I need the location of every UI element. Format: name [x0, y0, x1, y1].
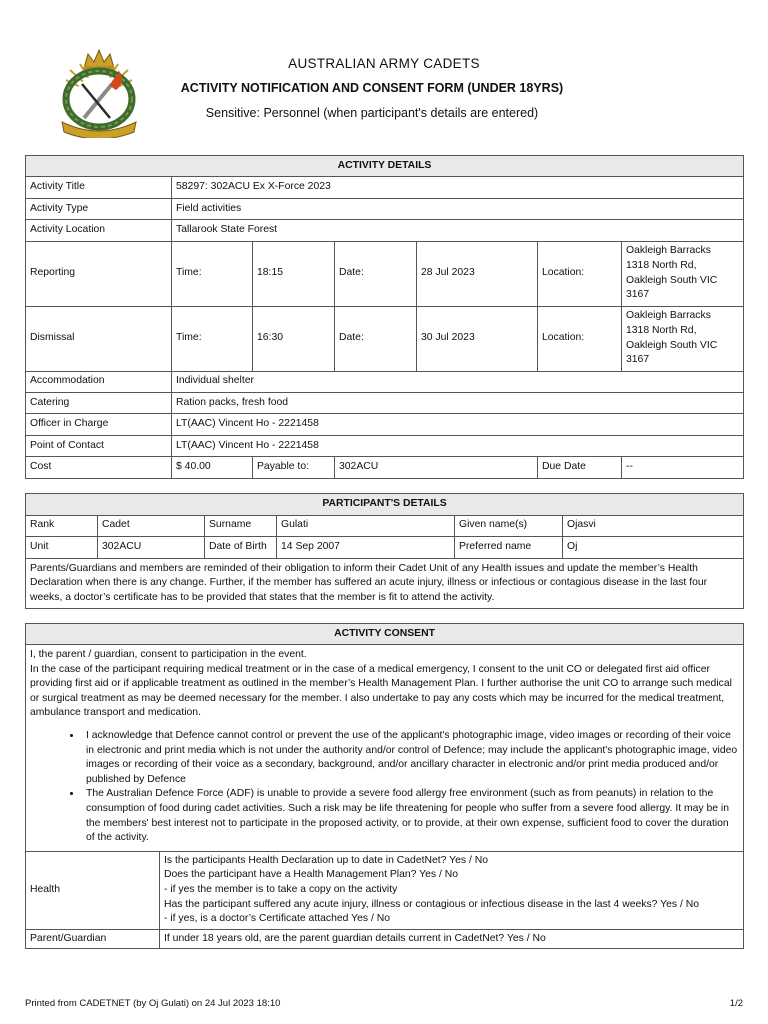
field-label: Point of Contact	[26, 435, 172, 456]
parent-guardian-label: Parent/Guardian	[26, 929, 160, 949]
table-row	[26, 929, 744, 949]
page-number: 1/2	[729, 998, 743, 1009]
field-label: Accommodation	[26, 371, 172, 392]
table-row	[26, 515, 744, 537]
table-row	[26, 414, 744, 435]
due-date-value: --	[622, 457, 744, 478]
form-title: ACTIVITY NOTIFICATION AND CONSENT FORM (UNDER 18YRS)	[180, 81, 564, 95]
form-header	[0, 0, 768, 150]
catering-value: Ration packs, fresh food	[172, 392, 744, 413]
table-row	[26, 558, 744, 609]
accommodation-value: Individual shelter	[172, 371, 744, 392]
field-label: Reporting	[26, 241, 172, 306]
health-questions	[160, 851, 744, 929]
field-label: Catering	[26, 392, 172, 413]
table-row	[26, 645, 744, 852]
field-label: Time:	[172, 241, 253, 306]
consent-statement	[26, 645, 744, 852]
reporting-time-value: 18:15	[253, 241, 335, 306]
cost-value: $ 40.00	[172, 457, 253, 478]
field-label: Preferred name	[455, 537, 563, 559]
health-question: Has the participant suffered any acute injury, illness or contagious or infectious disease in the last 4 weeks? Yes / No	[164, 898, 700, 910]
list-item: • I acknowledge that Defence cannot control or prevent the use of the applicant's photographic image, video images or recording of their voice in electronic and print media which is not under the authority and/or control of Defence; may include the applicant's photographic image, video images or recording of their voice as a secondary, background, and/or ancillary character in electronic and/or print media produced and/or published by Defence	[82, 729, 739, 787]
dismissal-time-value: 16:30	[253, 306, 335, 371]
consent-line: I, the parent / guardian, consent to participation in the event.	[30, 649, 307, 660]
table-row	[26, 371, 744, 392]
address-line: Oakleigh South VIC	[626, 339, 718, 351]
preferred-name-value: Oj	[563, 537, 744, 559]
field-label: Cost	[26, 457, 172, 478]
field-label: Location:	[538, 241, 622, 306]
field-label: Date:	[335, 241, 417, 306]
given-name-value: Ojasvi	[563, 515, 744, 537]
classification-text: Sensitive: Personnel (when participant's details are entered)	[205, 106, 539, 120]
date-of-birth-value: 14 Sep 2007	[277, 537, 455, 559]
dismissal-date-value: 30 Jul 2023	[417, 306, 538, 371]
field-label: Given name(s)	[455, 515, 563, 537]
guardian-question: If under 18 years old, are the parent guardian details current in CadetNet? Yes / No	[160, 929, 744, 949]
activity-title-value: 58297: 302ACU Ex X-Force 2023	[172, 177, 744, 198]
field-label: Dismissal	[26, 306, 172, 371]
address-line: 3167	[626, 354, 650, 366]
table-row	[26, 198, 744, 219]
table-row	[26, 241, 744, 306]
field-label: Activity Location	[26, 220, 172, 241]
table-row	[26, 435, 744, 456]
field-label: Rank	[26, 515, 98, 537]
table-row	[26, 177, 744, 198]
officer-in-charge-value: LT(AAC) Vincent Ho - 2221458	[172, 414, 744, 435]
rank-value: Cadet	[98, 515, 205, 537]
field-label: Date of Birth	[205, 537, 277, 559]
point-of-contact-value: LT(AAC) Vincent Ho - 2221458	[172, 435, 744, 456]
address-line: 1318 North Rd,	[626, 324, 697, 336]
field-label: Activity Type	[26, 198, 172, 219]
health-question: Is the participants Health Declaration up to date in CadetNet? Yes / No	[164, 854, 489, 866]
consent-paragraph: In the case of the participant requiring medical treatment or in the case of a medical emergency, I consent to the unit CO or delegated first aid officer providing first aid or if applicable treatment as outlined in the member’s Health Management Plan. I further authorise the unit CO to arrange such medical or surgical treatment as may be deemed necessary for the member. I also undertake to pay any costs which may be incurred for the medical treatment, ambulance transport and medication.	[30, 663, 732, 719]
table-row	[26, 392, 744, 413]
field-label: Officer in Charge	[26, 414, 172, 435]
participant-details-heading: PARTICIPANT'S DETAILS	[26, 494, 744, 516]
field-label: Payable to:	[253, 457, 335, 478]
field-label: Date:	[335, 306, 417, 371]
org-name: AUSTRALIAN ARMY CADETS	[288, 56, 480, 71]
field-label: Activity Title	[26, 177, 172, 198]
payable-to-value: 302ACU	[335, 457, 538, 478]
activity-type-value: Field activities	[172, 198, 744, 219]
health-label: Health	[26, 851, 160, 929]
dismissal-location-value	[622, 306, 744, 371]
address-line: Oakleigh Barracks	[626, 310, 711, 322]
health-question: - if yes the member is to take a copy on the activity	[164, 883, 398, 895]
table-row	[26, 220, 744, 241]
participant-details-table	[25, 493, 744, 609]
field-label: Location:	[538, 306, 622, 371]
table-row	[26, 457, 744, 478]
reporting-location-value	[622, 241, 744, 306]
table-row	[26, 306, 744, 371]
consent-bullet-list	[82, 729, 739, 846]
field-label: Time:	[172, 306, 253, 371]
address-line: Oakleigh South VIC	[626, 274, 718, 286]
table-row	[26, 537, 744, 559]
field-label: Due Date	[538, 457, 622, 478]
address-line: 3167	[626, 289, 650, 301]
field-label: Unit	[26, 537, 98, 559]
print-footer: Printed from CADETNET (by Oj Gulati) on 24 Jul 2023 18:10	[25, 998, 281, 1009]
activity-consent-table	[25, 623, 744, 949]
health-question: Does the participant have a Health Management Plan? Yes / No	[164, 869, 459, 881]
unit-value: 302ACU	[98, 537, 205, 559]
activity-details-heading: ACTIVITY DETAILS	[26, 156, 744, 177]
activity-location-value: Tallarook State Forest	[172, 220, 744, 241]
health-question: - if yes, is a doctor’s Certificate attached Yes / No	[164, 913, 391, 925]
list-item: • The Australian Defence Force (ADF) is unable to provide a severe food allergy free environment (such as from peanuts) in relation to the consumption of food during cadet activities. Such a risk may be life threatening for people who suffer from a severe food allergy. It may be in the members' best interest not to participate in the proposed activity, or to provide, at their own expense, sufficient food to cover the duration of the activity.	[82, 787, 739, 845]
address-line: Oakleigh Barracks	[626, 245, 711, 257]
activity-consent-heading: ACTIVITY CONSENT	[26, 624, 744, 645]
reporting-date-value: 28 Jul 2023	[417, 241, 538, 306]
address-line: 1318 North Rd,	[626, 259, 697, 271]
surname-value: Gulati	[277, 515, 455, 537]
health-obligation-note: Parents/Guardians and members are reminded of their obligation to inform their Cadet Unit of any Health issues and update the member’s Health Declaration when there is any change. Further, if the member has suffered an acute injury, illness or infectious or contagious disease in the last four weeks, a doctor’s certificate has to be provided that states that the member is fit to attend the activity.	[26, 558, 744, 609]
table-row	[26, 851, 744, 929]
activity-details-table	[25, 155, 744, 479]
field-label: Surname	[205, 515, 277, 537]
